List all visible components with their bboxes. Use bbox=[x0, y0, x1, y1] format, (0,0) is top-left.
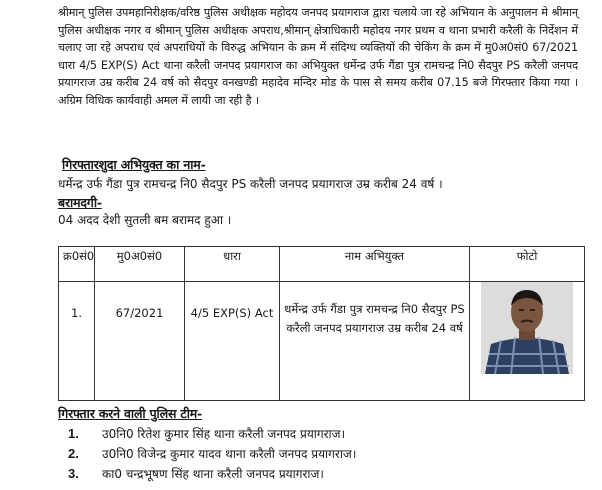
cell-case-no: 67/2021 bbox=[95, 282, 185, 401]
team-member bbox=[68, 445, 356, 462]
cell-serial: 1. bbox=[59, 282, 95, 401]
table-row bbox=[59, 282, 585, 401]
team-member-number: 3. bbox=[68, 466, 79, 481]
header-photo: फोटो bbox=[470, 247, 585, 282]
team-member-number: 2. bbox=[68, 446, 79, 461]
header-serial: क्र0सं0 bbox=[59, 247, 95, 282]
intro-paragraph: श्रीमान् पुलिस उपमहानिरीक्षक/वरिष्ठ पुलिस अधीक्षक महोदय जनपद प्रयागराज द्वारा चलाये जा रहे अभियान के अनुपालन मे श्रीमान् पुलिस अधीक्षक नगर व श्रीमान् पुलिस अधीक्षक अपराध,श्रीमान् क्षेत्राधिकारी महोदय नगर प्रथम व थाना प्रभारी करैली के निर्देशन में चलाए जा रहे अपराध एवं अपराधियों के विरुद्ध अभियान के क्रम में संदिग्ध व्यक्तियों की चेकिंग के क्रम में मु0अ0सं0 67/2021 धारा 4/5 EXP(S) Act थाना करैली जनपद प्रयागराज का अभियुक्त धर्मेन्द्र उर्फ गैंडा पुत्र रामचन्द्र नि0 सैदपुर PS करैली जनपद प्रयागराज उम्र करीब 24 वर्ष को सैदपुर वनखण्डी महादेव मन्दिर मोड के पास से समय करीब 07.15 बजे गिरफ्तार किया गया । अग्रिम विधिक कार्यवाही अमल में लायी जा रही है । bbox=[58, 6, 578, 107]
team-member-number: 1. bbox=[68, 426, 79, 441]
cell-accused: धर्मेन्द्र उर्फ गैंडा पुत्र रामचन्द्र नि0 सैदपुर PS करैली जनपद प्रयागराज उम्र करीब 24 वर्ष bbox=[280, 282, 470, 401]
accused-line: धर्मेन्द्र उर्फ गैंडा पुत्र रामचन्द्र नि0 सैदपुर PS करैली जनपद प्रयागराज उम्र करीब 24 वर्ष । bbox=[58, 177, 443, 191]
team-heading: गिरफ्तार करने वाली पुलिस टीम- bbox=[58, 406, 203, 421]
accused-heading: गिरफ्तारशुदा अभियुक्त का नाम- bbox=[62, 157, 206, 172]
recovery-line: 04 अदद देशी सुतली बम बरामद हुआ । bbox=[58, 213, 232, 227]
cell-photo bbox=[470, 282, 585, 401]
table-header-row bbox=[59, 247, 585, 282]
team-member bbox=[68, 425, 345, 442]
cell-section: 4/5 EXP(S) Act bbox=[185, 282, 280, 401]
team-member-text: उ0नि0 विजेन्द्र कुमार यादव थाना करैली जनपद प्रयागराज। bbox=[102, 447, 357, 461]
accused-table bbox=[58, 246, 585, 401]
header-section: धारा bbox=[185, 247, 280, 282]
recovery-heading: बरामदगी- bbox=[58, 195, 102, 210]
header-accused: नाम अभियुक्त bbox=[280, 247, 470, 282]
team-member-text: का0 चन्द्रभूषण सिंह थाना करैली जनपद प्रयागराज। bbox=[102, 467, 324, 481]
header-case-no: मु0अ0सं0 bbox=[95, 247, 185, 282]
team-member-text: उ0नि0 रितेश कुमार सिंह थाना करैली जनपद प्रयागराज। bbox=[102, 427, 346, 441]
accused-photo bbox=[481, 282, 573, 374]
team-member bbox=[68, 465, 324, 482]
